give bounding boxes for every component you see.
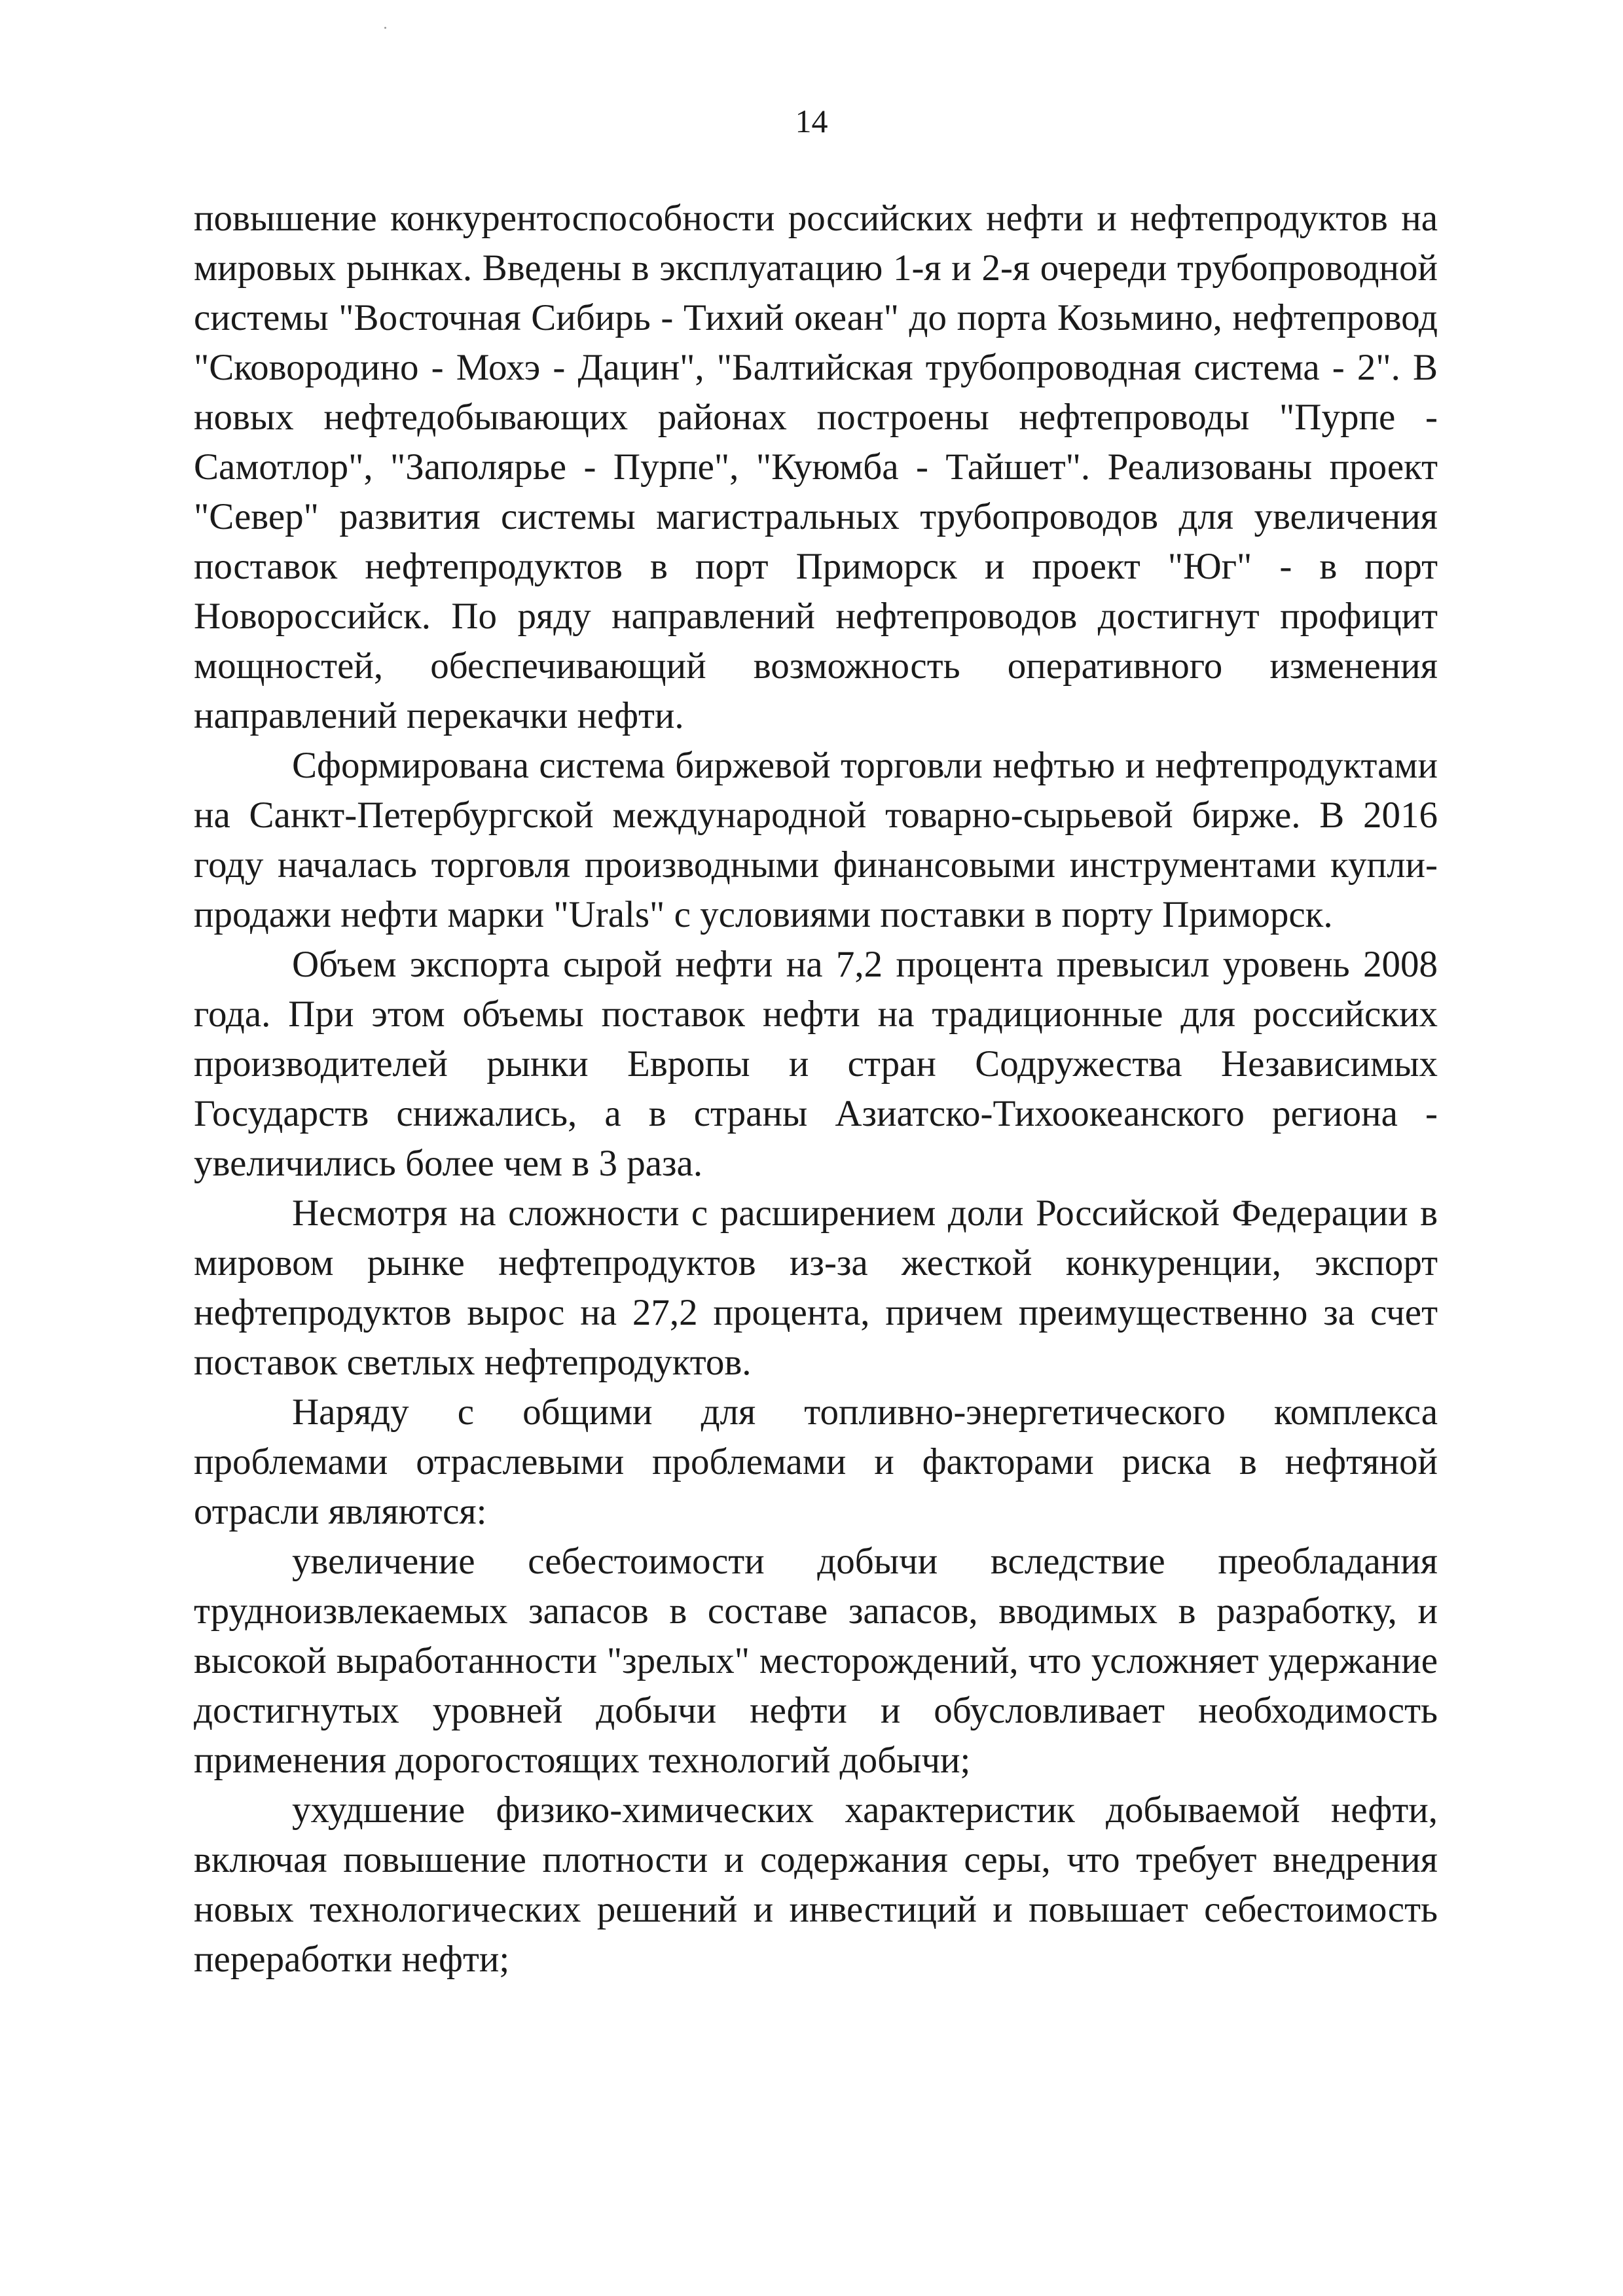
paragraph-risk-factors-intro: Наряду с общими для топливно-энергетического комплекса проблемами отраслевыми проблемами и факторами риска в нефтяной отрасли являются: bbox=[194, 1391, 1438, 1532]
paragraph-exchange-trading: Сформирована система биржевой торговли нефтью и нефтепродуктами на Санкт-Петербургской международной товарно-сырьевой бирже. В 2016 году началась торговля производными финансовыми инструментами купли-продажи нефти марки "Urals" с условиями поставки в порту Приморск. bbox=[194, 745, 1438, 935]
paragraph-risk-oil-quality: ухудшение физико-химических характеристик добываемой нефти, включая повышение плотности и содержания серы, что требует внедрения новых технологических решений и инвестиций и повышает себестоимость переработки нефти; bbox=[194, 1789, 1438, 1980]
paragraph-products-export: Несмотря на сложности с расширением доли Российской Федерации в мировом рынке нефтепродуктов из-за жесткой конкуренции, экспорт нефтепродуктов вырос на 27,2 процента, причем преимущественно за счет поставок светлых нефтепродуктов. bbox=[194, 1193, 1438, 1383]
paragraph-risk-cost-increase: увеличение себестоимости добычи вследствие преобладания трудноизвлекаемых запасов в составе запасов, вводимых в разработку, и высокой выработанности "зрелых" месторождений, что усложняет удержание достигнутых уровней добычи нефти и обусловливает необходимость применения дорогостоящих технологий добычи; bbox=[194, 1541, 1438, 1781]
paragraph-crude-export: Объем экспорта сырой нефти на 7,2 процента превысил уровень 2008 года. При этом объемы поставок нефти на традиционные для российских производителей рынки Европы и стран Содружества Независимых Государств снижались, а в страны Азиатско-Тихоокеанского региона - увеличились более чем в 3 раза. bbox=[194, 944, 1438, 1184]
scan-artifact-dot bbox=[384, 27, 386, 29]
document-body bbox=[194, 194, 1438, 1984]
paragraph-pipeline-systems: повышение конкурентоспособности российских нефти и нефтепродуктов на мировых рынках. Введены в эксплуатацию 1-я и 2-я очереди трубопроводной системы "Восточная Сибирь - Тихий океан" до порта Козьмино, нефтепровод "Сковородино - Мохэ - Дацин", "Балтийская трубопроводная система - 2". В новых нефтедобывающих районах построены нефтепроводы "Пурпе - Самотлор", "Заполярье - Пурпе", "Куюмба - Тайшет". Реализованы проект "Север" развития системы магистральных трубопроводов для увеличения поставок нефтепродуктов в порт Приморск и проект "Юг" - в порт Новороссийск. По ряду направлений нефтепроводов достигнут профицит мощностей, обеспечивающий возможность оперативного изменения направлений перекачки нефти. bbox=[194, 198, 1438, 736]
page-number: 14 bbox=[795, 103, 828, 139]
